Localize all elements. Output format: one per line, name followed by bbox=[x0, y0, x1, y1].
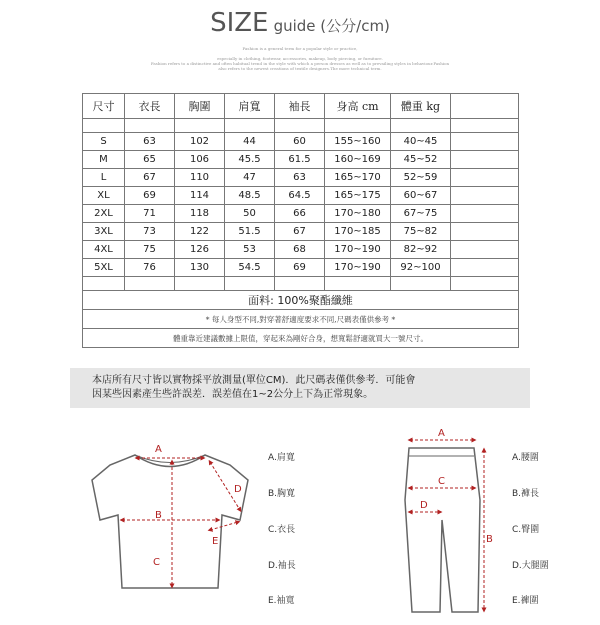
table-cell: 54.5 bbox=[225, 259, 275, 277]
header-cell: 肩寬 bbox=[225, 94, 275, 119]
table-cell: 67~75 bbox=[391, 205, 451, 223]
table-cell: 170~190 bbox=[325, 259, 391, 277]
table-cell: 47 bbox=[225, 169, 275, 187]
pants-mark-d: D bbox=[420, 500, 428, 511]
table-cell: 118 bbox=[175, 205, 225, 223]
header-cell: 尺寸 bbox=[83, 94, 125, 119]
table-cell: 63 bbox=[275, 169, 325, 187]
table-cell: 61.5 bbox=[275, 151, 325, 169]
tshirt-outline bbox=[92, 455, 248, 588]
table-cell: 75~82 bbox=[391, 223, 451, 241]
table-cell: 82~92 bbox=[391, 241, 451, 259]
table-cell: 67 bbox=[125, 169, 175, 187]
shirt-legend-item: D.袖長 bbox=[268, 561, 296, 571]
table-cell: 92~100 bbox=[391, 259, 451, 277]
table-cell: 130 bbox=[175, 259, 225, 277]
table-cell: 50 bbox=[225, 205, 275, 223]
table-cell: 75 bbox=[125, 241, 175, 259]
header-cell: 身高 cm bbox=[325, 94, 391, 119]
table-cell: 170~180 bbox=[325, 205, 391, 223]
pants-mark-a: A bbox=[438, 428, 445, 439]
title-main: SIZE bbox=[210, 8, 269, 38]
table-cell: 69 bbox=[275, 259, 325, 277]
table-cell: 110 bbox=[175, 169, 225, 187]
header-cell: 衣長 bbox=[125, 94, 175, 119]
table-cell: 170~185 bbox=[325, 223, 391, 241]
table-cell: 165~175 bbox=[325, 187, 391, 205]
pants-legend-item: A.腰圍 bbox=[512, 453, 539, 463]
shirt-mark-a: A bbox=[155, 444, 162, 455]
table-cell: S bbox=[83, 133, 125, 151]
table-cell: 67 bbox=[275, 223, 325, 241]
material-text: 面料: 100%聚酯纖維 bbox=[83, 291, 519, 310]
table-cell: 69 bbox=[125, 187, 175, 205]
table-cell: 60 bbox=[275, 133, 325, 151]
table-cell: 68 bbox=[275, 241, 325, 259]
table-cell: 165~170 bbox=[325, 169, 391, 187]
table-cell: 45.5 bbox=[225, 151, 275, 169]
shirt-legend-item: A.肩寬 bbox=[268, 453, 295, 463]
table-cell: 63 bbox=[125, 133, 175, 151]
table-cell: 65 bbox=[125, 151, 175, 169]
table-cell: 5XL bbox=[83, 259, 125, 277]
table-cell: 48.5 bbox=[225, 187, 275, 205]
table-cell: 114 bbox=[175, 187, 225, 205]
disclaimer-line: 因某些因素產生些許誤差．誤差值在1~2公分上下為正常現象。 bbox=[92, 389, 374, 400]
shirt-mark-b: B bbox=[155, 510, 162, 521]
table-cell: 51.5 bbox=[225, 223, 275, 241]
desc-line: also refers to the newest creations of textile designers.The more technical term. bbox=[218, 66, 382, 71]
table-cell: 155~160 bbox=[325, 133, 391, 151]
table-cell: 71 bbox=[125, 205, 175, 223]
shirt-mark-d: D bbox=[234, 484, 242, 495]
table-cell: 106 bbox=[175, 151, 225, 169]
shirt-mark-e: E bbox=[212, 536, 219, 547]
pants-legend-item: C.臀圍 bbox=[512, 525, 540, 535]
shirt-legend-item: C.衣長 bbox=[268, 525, 296, 535]
header-cell: 體重 kg bbox=[391, 94, 451, 119]
table-cell: 52~59 bbox=[391, 169, 451, 187]
pants-outline bbox=[405, 448, 480, 612]
table-cell: 53 bbox=[225, 241, 275, 259]
table-cell: XL bbox=[83, 187, 125, 205]
table-cell: 3XL bbox=[83, 223, 125, 241]
table-cell: 44 bbox=[225, 133, 275, 151]
table-cell: 60~67 bbox=[391, 187, 451, 205]
table-cell: 2XL bbox=[83, 205, 125, 223]
table-cell: 126 bbox=[175, 241, 225, 259]
table-cell: 64.5 bbox=[275, 187, 325, 205]
table-cell: L bbox=[83, 169, 125, 187]
table-cell: 102 bbox=[175, 133, 225, 151]
table-cell: 66 bbox=[275, 205, 325, 223]
header-cell: 袖長 bbox=[275, 94, 325, 119]
weight-note: 體重靠近建議數據上限值，穿起來為剛好合身，想寬鬆舒適就買大一號尺寸。 bbox=[83, 329, 519, 348]
desc-line: Fashion refers to a distinctive and often habitual trend in the style with which a person dresses as well as to prevailing styles in behaviour.Fashion bbox=[150, 61, 450, 66]
table-cell: 4XL bbox=[83, 241, 125, 259]
table-cell: 170~190 bbox=[325, 241, 391, 259]
desc-line: Fashion is a general term for a popular style or practice, bbox=[242, 46, 358, 51]
pants-legend-item: E.褲圍 bbox=[512, 596, 539, 606]
table-cell: 122 bbox=[175, 223, 225, 241]
table-cell: 73 bbox=[125, 223, 175, 241]
shirt-legend-item: B.胸寬 bbox=[268, 489, 296, 499]
disclaimer-line: 本店所有尺寸皆以實物採平放測量(單位CM)．此尺碼表僅供參考．可能會 bbox=[92, 375, 416, 386]
header-cell: 胸圍 bbox=[175, 94, 225, 119]
pants-mark-b: B bbox=[486, 534, 493, 545]
desc-line: especially in clothing, footwear, accessories, makeup, body piercing, or furniture. bbox=[217, 56, 383, 61]
table-cell: 76 bbox=[125, 259, 175, 277]
table-cell: 45~52 bbox=[391, 151, 451, 169]
title-sub: guide (公分/cm) bbox=[273, 17, 390, 35]
pants-mark-c: C bbox=[438, 476, 445, 487]
pants-legend-item: D.大腿圍 bbox=[512, 561, 549, 571]
fit-note: * 每人身型不同,對穿著舒適度要求不同,尺碼表僅供參考 * bbox=[83, 310, 519, 329]
table-cell: 40~45 bbox=[391, 133, 451, 151]
table-cell: 160~169 bbox=[325, 151, 391, 169]
shirt-legend-item: E.袖寬 bbox=[268, 596, 295, 606]
shirt-mark-c: C bbox=[153, 557, 160, 568]
pants-legend-item: B.褲長 bbox=[512, 489, 540, 499]
table-cell: M bbox=[83, 151, 125, 169]
